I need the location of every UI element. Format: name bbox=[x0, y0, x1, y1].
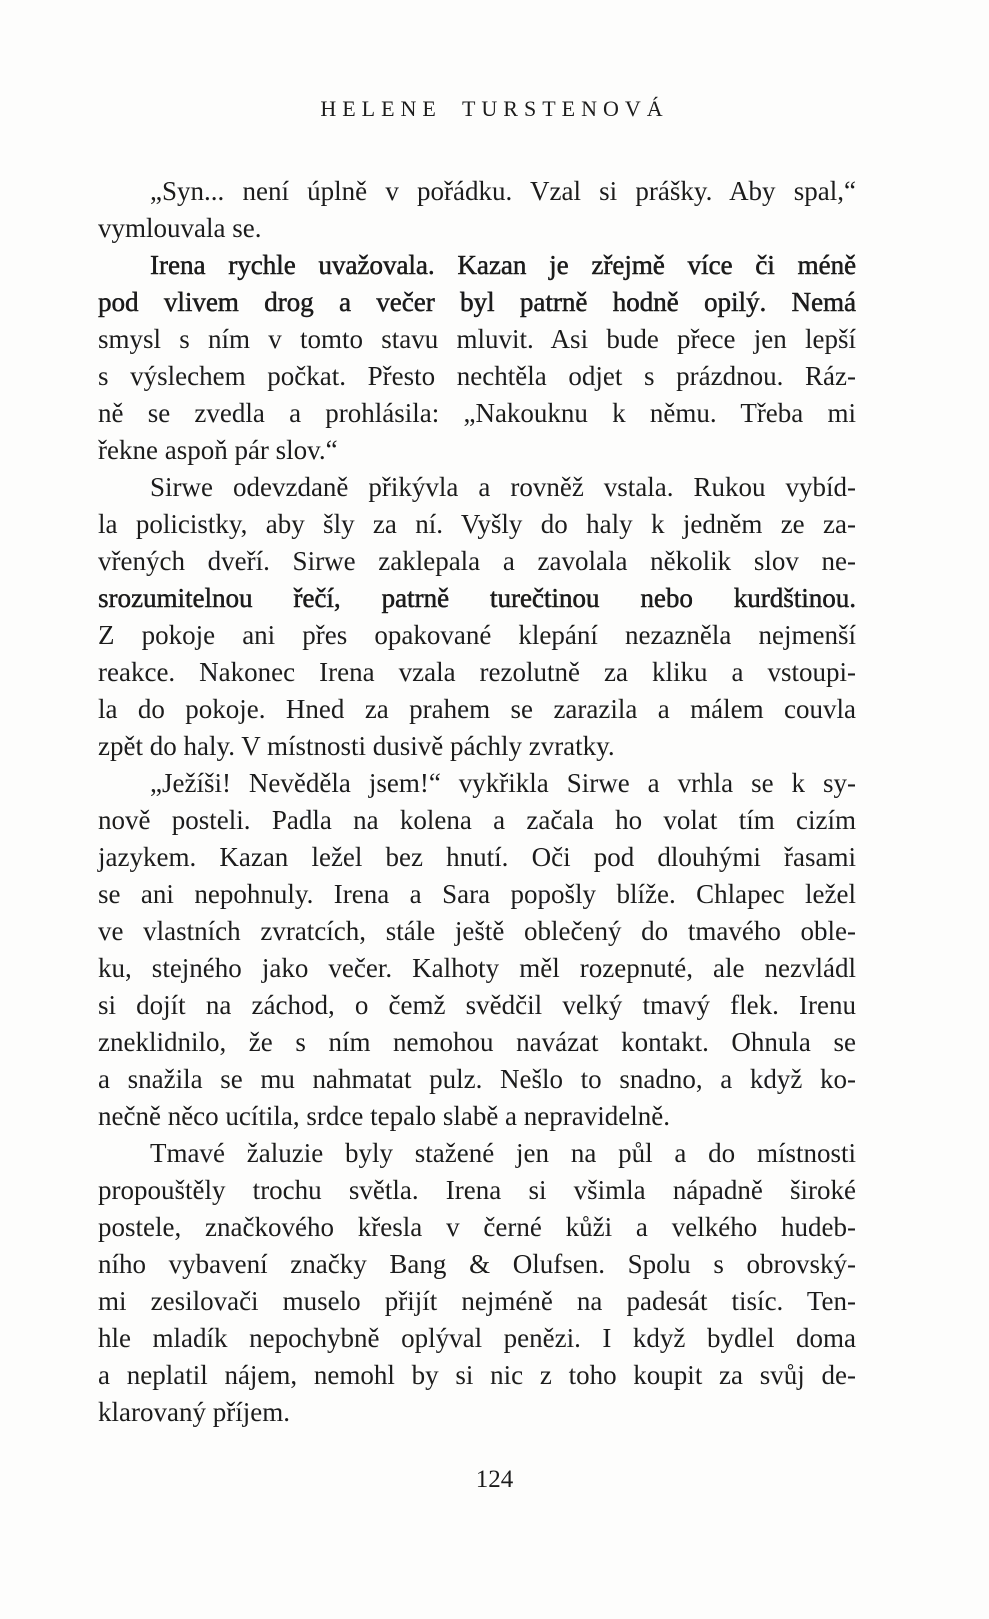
text-line: nečně něco ucítila, srdce tepalo slabě a nepravidelně. bbox=[98, 1101, 670, 1131]
text-line: mi zesilovači muselo přijít nejméně na padesát tisíc. Ten- bbox=[98, 1286, 856, 1316]
text-line: klarovaný příjem. bbox=[98, 1397, 290, 1427]
page-number: 124 bbox=[475, 1466, 514, 1493]
text-line: řekne aspoň pár slov.“ bbox=[98, 435, 338, 465]
text-line: si dojít na záchod, o čemž svědčil velký tmavý flek. Irenu bbox=[98, 990, 856, 1020]
text-line: zpět do haly. V místnosti dusivě páchly zvratky. bbox=[98, 731, 615, 761]
text-line: srozumitelnou řečí, patrně turečtinou nebo kurdštinou. bbox=[98, 583, 856, 613]
text-line: se ani nepohnuly. Irena a Sara popošly blíže. Chlapec ležel bbox=[98, 879, 856, 909]
text-line: la policistky, aby šly za ní. Vyšly do haly k jedněm ze za- bbox=[98, 509, 856, 539]
text-line: ku, stejného jako večer. Kalhoty měl rozepnuté, ale nezvládl bbox=[98, 953, 856, 983]
text-line: vymlouvala se. bbox=[98, 213, 262, 243]
text-line: vřených dveří. Sirwe zaklepala a zavolala několik slov ne- bbox=[98, 546, 856, 576]
text-line: s výslechem počkat. Přesto nechtěla odjet s prázdnou. Ráz- bbox=[98, 361, 856, 391]
text-line: la do pokoje. Hned za prahem se zarazila a málem couvla bbox=[98, 694, 856, 724]
text-line: a snažila se mu nahmatat pulz. Nešlo to snadno, a když ko- bbox=[98, 1064, 856, 1094]
text-line: „Syn... není úplně v pořádku. Vzal si prášky. Aby spal,“ bbox=[150, 176, 856, 206]
text-line: nově posteli. Padla na kolena a začala ho volat tím cizím bbox=[98, 805, 856, 835]
text-line: Sirwe odevzdaně přikývla a rovněž vstala. Rukou vybíd- bbox=[150, 472, 856, 502]
text-line: jazykem. Kazan ležel bez hnutí. Oči pod dlouhými řasami bbox=[98, 842, 856, 872]
body-text-block bbox=[98, 173, 856, 1431]
text-line: smysl s ním v tomto stavu mluvit. Asi bude přece jen lepší bbox=[98, 324, 856, 354]
text-line: zneklidnilo, že s ním nemohou navázat kontakt. Ohnula se bbox=[98, 1027, 856, 1057]
text-line: „Ježíši! Nevěděla jsem!“ vykřikla Sirwe a vrhla se k sy- bbox=[150, 768, 856, 798]
text-line: Z pokoje ani přes opakované klepání nezazněla nejmenší bbox=[98, 620, 856, 650]
text-line: ního vybavení značky Bang & Olufsen. Spolu s obrovský- bbox=[98, 1249, 856, 1279]
text-line: a neplatil nájem, nemohl by si nic z toho koupit za svůj de- bbox=[98, 1360, 856, 1390]
text-line: ně se zvedla a prohlásila: „Nakouknu k němu. Třeba mi bbox=[98, 398, 856, 428]
text-line: hle mladík nepochybně oplýval penězi. I když bydlel doma bbox=[98, 1323, 856, 1353]
running-header-author: HELENE TURSTENOVÁ bbox=[320, 96, 669, 121]
text-line: postele, značkového křesla v černé kůži a velkého hudeb- bbox=[98, 1212, 856, 1242]
text-line: ve vlastních zvratcích, stále ještě oblečený do tmavého oble- bbox=[98, 916, 856, 946]
text-line: pod vlivem drog a večer byl patrně hodně opilý. Nemá bbox=[98, 287, 856, 317]
text-line: Irena rychle uvažovala. Kazan je zřejmě více či méně bbox=[150, 250, 856, 280]
text-line: Tmavé žaluzie byly stažené jen na půl a do místnosti bbox=[150, 1138, 856, 1168]
text-line: propouštěly trochu světla. Irena si všimla nápadně široké bbox=[98, 1175, 856, 1205]
text-line: reakce. Nakonec Irena vzala rezolutně za kliku a vstoupi- bbox=[98, 657, 856, 687]
